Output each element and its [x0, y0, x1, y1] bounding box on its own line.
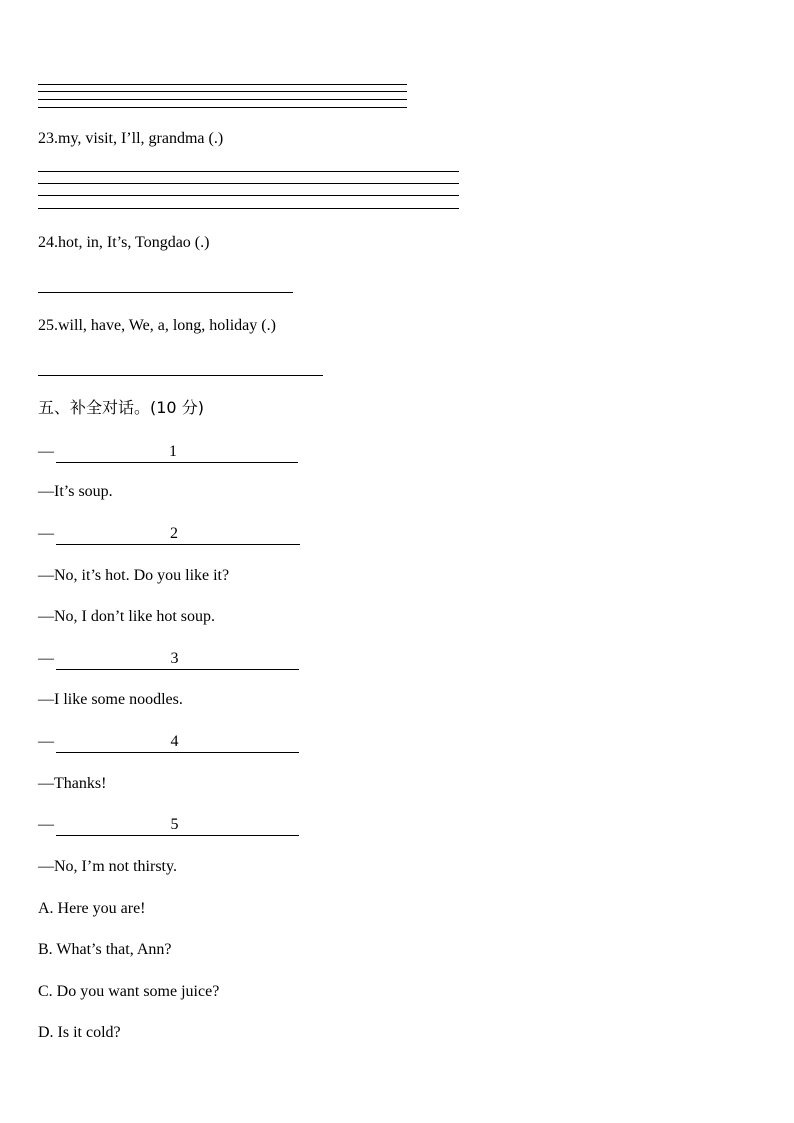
- dialogue-dash: —: [38, 858, 54, 875]
- dialogue-dash: —: [38, 443, 54, 460]
- dialogue-blank[interactable]: [56, 649, 299, 670]
- dialogue-text: No, I’m not thirsty.: [54, 858, 177, 875]
- question-23: [38, 129, 223, 149]
- section-title: 五、补全对话。(10 分): [38, 398, 204, 417]
- dialogue-blank[interactable]: [56, 524, 300, 545]
- option-d: D. Is it cold?: [38, 1024, 121, 1041]
- dialogue-text: No, I don’t like hot soup.: [54, 608, 216, 625]
- dialogue-dash: —: [38, 608, 54, 625]
- question-24: [38, 233, 209, 253]
- question-text: my, visit, I’ll, grandma (.): [58, 130, 224, 147]
- option-c: C. Do you want some juice?: [38, 983, 220, 1000]
- question-25: [38, 316, 276, 336]
- blank-number: 4: [170, 733, 179, 750]
- dialogue-dash: —: [38, 775, 54, 792]
- option-a: A. Here you are!: [38, 900, 146, 917]
- dialogue-dash: —: [38, 525, 54, 542]
- question-number: 23.: [38, 130, 58, 147]
- question-text: will, have, We, a, long, holiday (.): [58, 317, 276, 334]
- blank-number: 3: [170, 650, 179, 667]
- dialogue-text: It’s soup.: [54, 483, 113, 500]
- dialogue-dash: —: [38, 691, 54, 708]
- dialogue-dash: —: [38, 650, 54, 667]
- dialogue-blank[interactable]: [56, 732, 299, 753]
- answer-line: [38, 84, 407, 85]
- dialogue-text: Thanks!: [54, 775, 107, 792]
- dialogue-blank[interactable]: [56, 442, 298, 463]
- answer-line: [38, 107, 407, 108]
- question-number: 24.: [38, 234, 58, 251]
- answer-line[interactable]: [38, 375, 323, 376]
- question-text: hot, in, It’s, Tongdao (.): [58, 234, 210, 251]
- dialogue-line: [38, 566, 229, 586]
- dialogue-line: [38, 690, 183, 710]
- answer-line: [38, 91, 407, 92]
- answer-line[interactable]: [38, 195, 459, 196]
- blank-number: 2: [170, 525, 178, 542]
- dialogue-dash: —: [38, 567, 54, 584]
- blank-number: 5: [170, 816, 179, 833]
- answer-line[interactable]: [38, 292, 293, 293]
- answer-line: [38, 99, 407, 100]
- dialogue-text: No, it’s hot. Do you like it?: [54, 567, 230, 584]
- dialogue-line: [38, 774, 106, 794]
- dialogue-text: I like some noodles.: [54, 691, 183, 708]
- dialogue-line: [38, 607, 215, 627]
- dialogue-blank[interactable]: [56, 815, 299, 836]
- dialogue-line: [38, 857, 177, 877]
- dialogue-dash: —: [38, 816, 54, 833]
- question-number: 25.: [38, 317, 58, 334]
- dialogue-line: [38, 482, 113, 502]
- blank-number: 1: [169, 443, 177, 460]
- dialogue-dash: —: [38, 733, 54, 750]
- answer-line[interactable]: [38, 171, 459, 172]
- option-b: B. What’s that, Ann?: [38, 941, 172, 958]
- answer-line[interactable]: [38, 183, 459, 184]
- dialogue-dash: —: [38, 483, 54, 500]
- answer-line[interactable]: [38, 208, 459, 209]
